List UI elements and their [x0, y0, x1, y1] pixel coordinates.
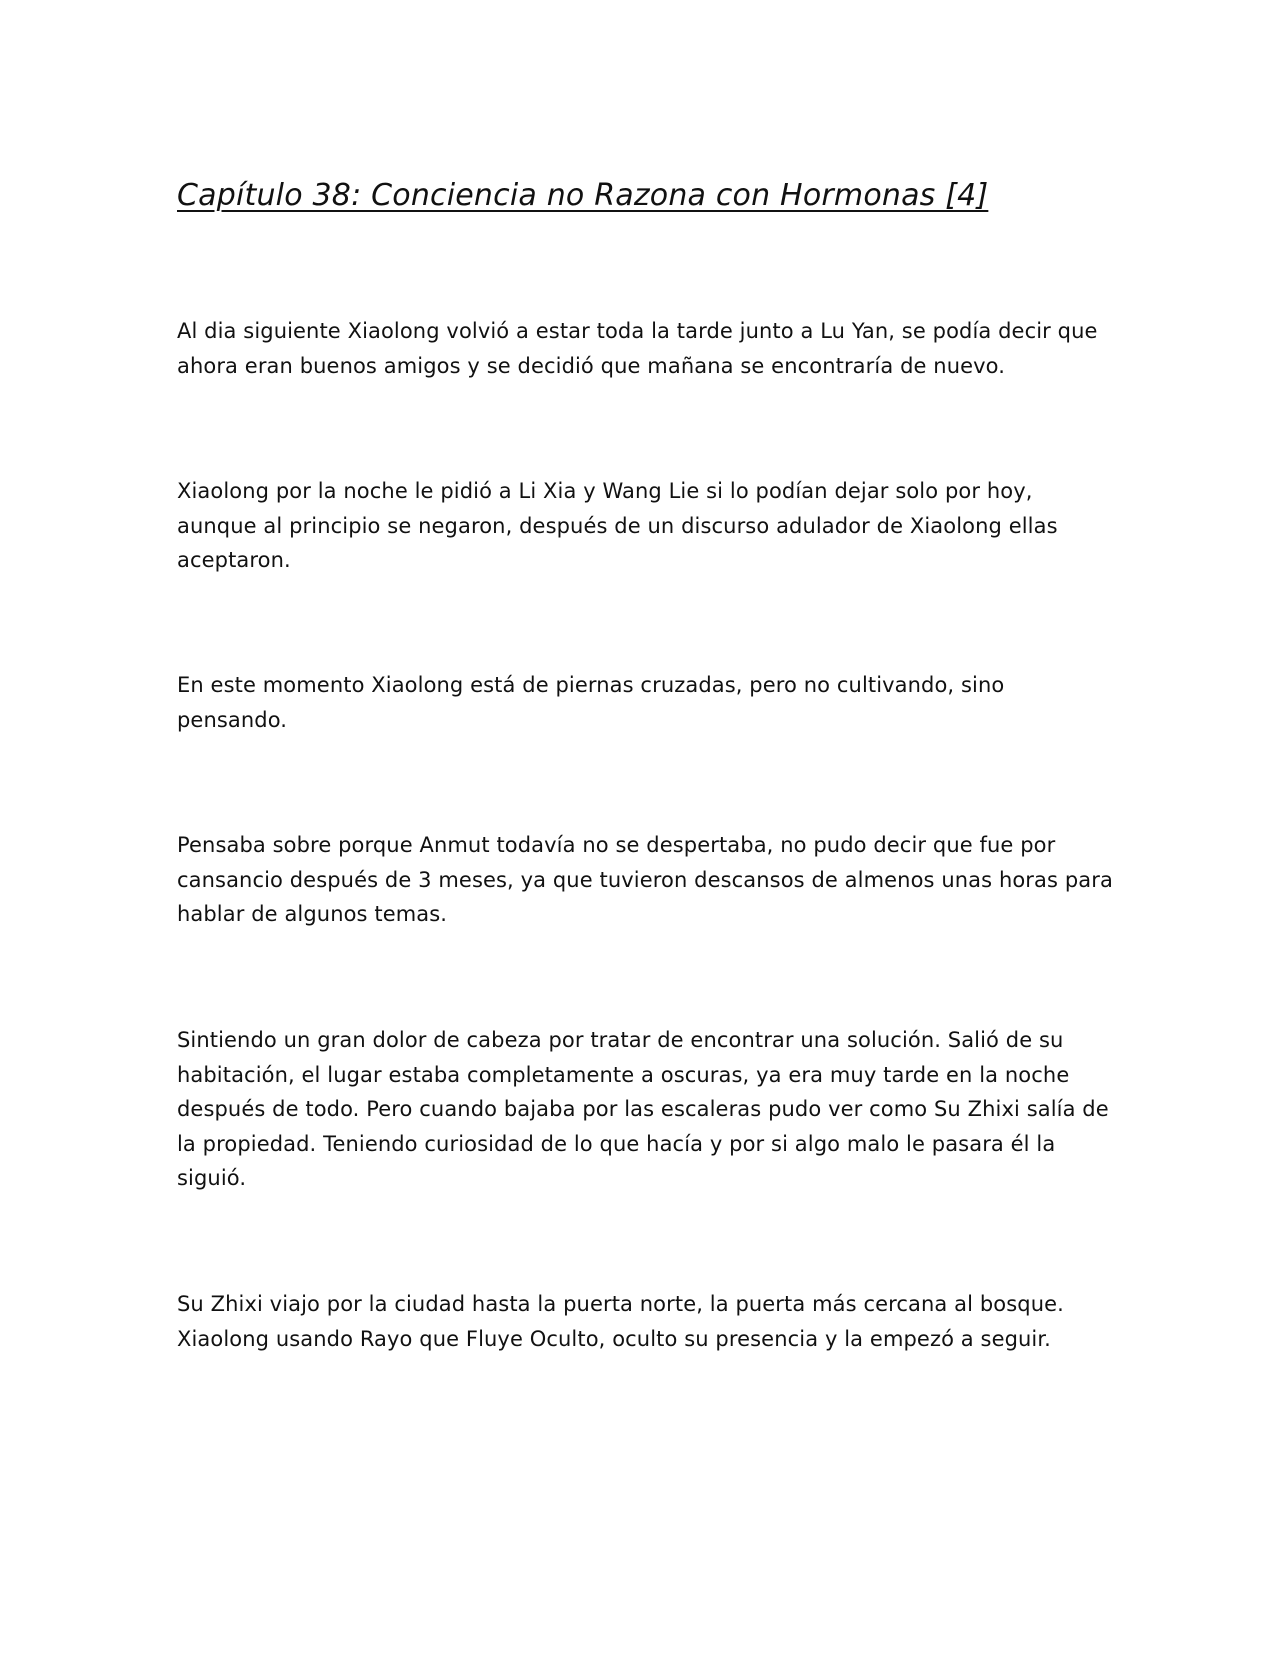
- paragraph: [177, 668, 1107, 737]
- paragraph: [177, 1287, 1107, 1356]
- text-line: la propiedad. Teniendo curiosidad de lo que hacía y por si algo malo le pasara él la: [177, 1131, 1056, 1156]
- chapter-title: Capítulo 38: Conciencia no Razona con Hormonas [4]: [177, 178, 989, 213]
- text-line: Al dia siguiente Xiaolong volvió a estar toda la tarde junto a Lu Yan, se podía decir que: [177, 319, 1098, 343]
- text-line: pensando.: [177, 707, 288, 732]
- text-line: siguió.: [177, 1166, 247, 1190]
- text-line: después de todo. Pero cuando bajaba por las escaleras pudo ver como Su Zhixi salía de: [177, 1097, 1109, 1121]
- paragraph: [177, 314, 1107, 383]
- text-line: Pensaba sobre porque Anmut todavía no se despertaba, no pudo decir que fue por: [177, 833, 1056, 857]
- text-line: aceptaron.: [177, 548, 291, 572]
- text-line: Xiaolong por la noche le pidió a Li Xia y Wang Lie si lo podían dejar solo por hoy,: [177, 479, 1033, 503]
- text-line: En este momento Xiaolong está de piernas cruzadas, pero no cultivando, sino: [177, 673, 1005, 697]
- paragraph: [177, 1023, 1107, 1196]
- text-line: Su Zhixi viajo por la ciudad hasta la puerta norte, la puerta más cercana al bosque.: [177, 1292, 1064, 1316]
- text-line: habitación, el lugar estaba completamente a oscuras, ya era muy tarde en la noche: [177, 1062, 1070, 1087]
- paragraph: [177, 828, 1113, 932]
- text-line: aunque al principio se negaron, después de un discurso adulador de Xiaolong ellas: [177, 513, 1058, 538]
- paragraph: [177, 474, 1107, 578]
- text-line: Sintiendo un gran dolor de cabeza por tratar de encontrar una solución. Salió de su: [177, 1028, 1064, 1052]
- text-line: hablar de algunos temas.: [177, 902, 448, 926]
- text-line: cansancio después de 3 meses, ya que tuvieron descansos de almenos unas horas para: [177, 867, 1113, 892]
- text-line: Xiaolong usando Rayo que Fluye Oculto, oculto su presencia y la empezó a seguir.: [177, 1326, 1051, 1351]
- text-line: ahora eran buenos amigos y se decidió que mañana se encontraría de nuevo.: [177, 353, 1006, 378]
